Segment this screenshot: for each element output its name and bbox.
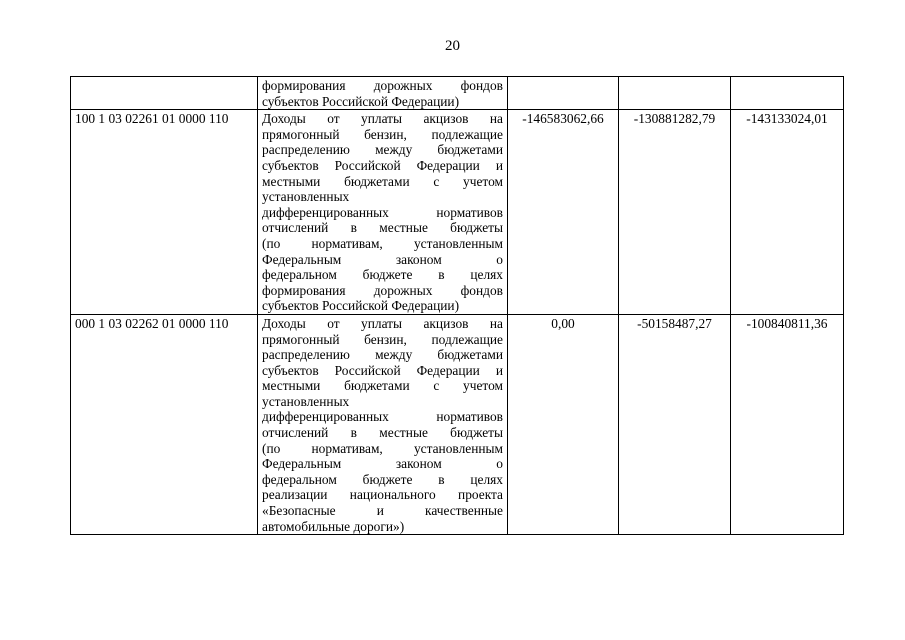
row-name-line: федеральном бюджете в целях xyxy=(262,471,503,487)
row-name-line: Федеральным законом о xyxy=(262,251,503,267)
row-name-line: Доходы от уплаты акцизов на xyxy=(262,315,503,331)
table-row xyxy=(71,314,844,534)
row-name-line: субъектов Российской Федерации) xyxy=(262,298,460,314)
row-name-line: реализации национального проекта xyxy=(262,487,503,503)
row-name-line: местными бюджетами с учетом xyxy=(262,378,503,394)
row-value-3 xyxy=(731,77,844,110)
table-row xyxy=(71,110,844,315)
row-value-2: -130881282,79 xyxy=(619,110,731,315)
row-value-1: 0,00 xyxy=(508,314,619,534)
row-name-line: установленных xyxy=(262,393,350,409)
row-name-line: отчислений в местные бюджеты xyxy=(262,425,503,441)
row-value-1 xyxy=(508,77,619,110)
row-value-1: -146583062,66 xyxy=(508,110,619,315)
row-name-line: отчислений в местные бюджеты xyxy=(262,220,503,236)
table-row xyxy=(71,77,844,110)
row-value-2 xyxy=(619,77,731,110)
row-name-line: Доходы от уплаты акцизов на xyxy=(262,111,503,127)
row-name-line: местными бюджетами с учетом xyxy=(262,173,503,189)
row-value-3: -143133024,01 xyxy=(731,110,844,315)
row-code: 100 1 03 02261 01 0000 110 xyxy=(71,110,258,315)
row-name-line: формирования дорожных фондов xyxy=(262,78,503,93)
table-body xyxy=(71,77,844,535)
row-name-line: (по нормативам, установленным xyxy=(262,440,503,456)
page-number: 20 xyxy=(445,38,460,54)
row-name xyxy=(258,110,508,315)
row-code xyxy=(71,77,258,110)
row-name-line: «Безопасные и качественные xyxy=(262,503,503,519)
row-code: 000 1 03 02262 01 0000 110 xyxy=(71,314,258,534)
row-name-line: прямогонный бензин, подлежащие xyxy=(262,331,503,347)
row-name-line: Федеральным законом о xyxy=(262,456,503,472)
row-name-line: дифференцированных нормативов xyxy=(262,204,503,220)
budget-table xyxy=(70,76,844,535)
row-name-line: установленных xyxy=(262,189,350,205)
row-value-2: -50158487,27 xyxy=(619,314,731,534)
row-name-line: федеральном бюджете в целях xyxy=(262,267,503,283)
row-name-line: субъектов Российской Федерации и xyxy=(262,157,503,173)
row-name-line: субъектов Российской Федерации и xyxy=(262,362,503,378)
row-name-line: автомобильные дороги») xyxy=(262,518,405,534)
row-name-line: дифференцированных нормативов xyxy=(262,409,503,425)
row-name xyxy=(258,314,508,534)
row-name-line: формирования дорожных фондов xyxy=(262,282,503,298)
row-name-line: прямогонный бензин, подлежащие xyxy=(262,126,503,142)
row-value-3: -100840811,36 xyxy=(731,314,844,534)
row-name-line: субъектов Российской Федерации) xyxy=(262,93,460,109)
row-name-line: распределению между бюджетами xyxy=(262,142,503,158)
row-name xyxy=(258,77,508,110)
row-name-line: распределению между бюджетами xyxy=(262,347,503,363)
row-name-line: (по нормативам, установленным xyxy=(262,235,503,251)
